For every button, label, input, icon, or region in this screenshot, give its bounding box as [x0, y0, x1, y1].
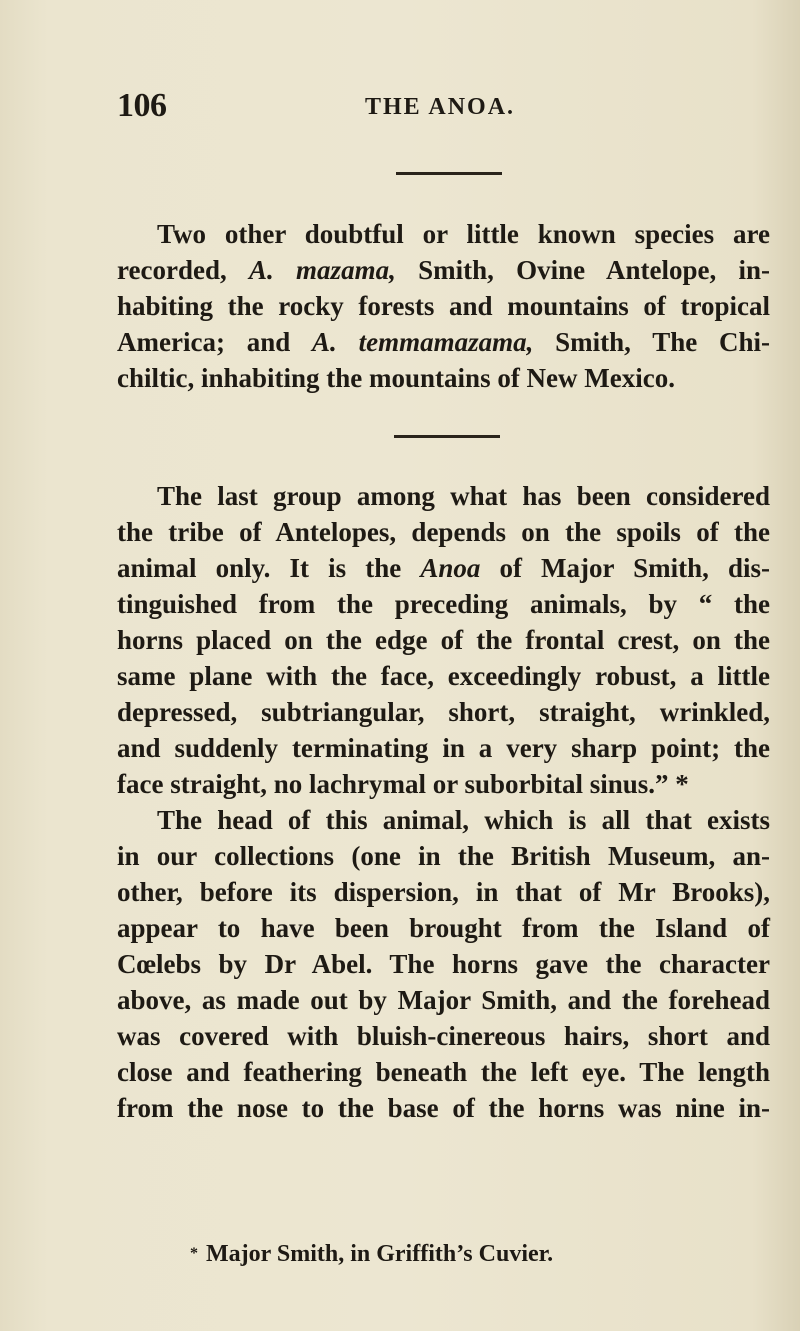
text-line: from the nose to the base of the horns was nine in- — [117, 1093, 770, 1123]
text-line: appear to have been brought from the Island of — [117, 913, 770, 943]
paragraph-species — [117, 216, 770, 396]
text-line: and suddenly terminating in a very sharp point; the — [117, 733, 770, 763]
text-line: depressed, subtriangular, short, straight, wrinkled, — [117, 697, 770, 727]
text-line: chiltic, inhabiting the mountains of New Mexico. — [117, 363, 675, 393]
text-line: above, as made out by Major Smith, and the forehead — [117, 985, 770, 1015]
text-line: The last group among what has been considered — [157, 481, 770, 511]
text-line: tinguished from the preceding animals, by “ the — [117, 589, 770, 619]
text-line: recorded, A. mazama, Smith, Ovine Antelope, in- — [117, 255, 771, 285]
text-line: America; and A. temmamazama, Smith, The Chi- — [117, 327, 770, 357]
text-line: horns placed on the edge of the frontal crest, on the — [117, 625, 770, 655]
text-line: close and feathering beneath the left eye. The length — [117, 1057, 770, 1087]
text-line: in our collections (one in the British Museum, an- — [117, 841, 770, 871]
text-line: the tribe of Antelopes, depends on the spoils of the — [117, 517, 770, 547]
section-divider — [396, 172, 502, 175]
running-head: THE ANOA. — [365, 94, 516, 120]
text-line: animal only. It is the Anoa of Major Smith, dis- — [117, 553, 770, 583]
page-number: 106 — [117, 87, 167, 124]
text-line: habiting the rocky forests and mountains of tropical — [117, 291, 770, 321]
section-divider — [394, 435, 500, 438]
text-line: other, before its dispersion, in that of Mr Brooks), — [117, 877, 770, 907]
text-line: Two other doubtful or little known species are — [157, 219, 770, 249]
footnote-mark: * — [190, 1245, 198, 1262]
footnote-text: Major Smith, in Griffith’s Cuvier. — [206, 1241, 554, 1267]
footnote — [190, 1239, 553, 1269]
text-line: was covered with bluish-cinereous hairs, short and — [117, 1021, 770, 1051]
text-line: Cœlebs by Dr Abel. The horns gave the character — [117, 949, 770, 979]
text-line: same plane with the face, exceedingly robust, a little — [117, 661, 770, 691]
text-line: The head of this animal, which is all that exists — [157, 805, 770, 835]
text-line: face straight, no lachrymal or suborbital sinus.” * — [117, 769, 689, 799]
page-header — [117, 86, 777, 126]
paragraph-anoa — [117, 478, 770, 1126]
